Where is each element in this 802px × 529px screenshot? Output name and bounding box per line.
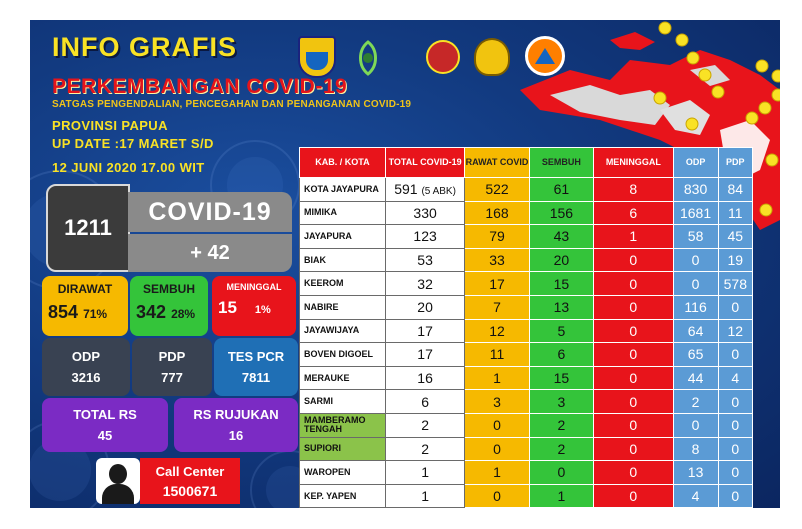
- pdp-label: PDP: [158, 349, 186, 364]
- map-pin-icon: [686, 118, 698, 130]
- pcr-box: [214, 338, 298, 396]
- map-pin-icon: [759, 102, 771, 114]
- table-row: [300, 319, 753, 343]
- papua-logo: [298, 36, 336, 78]
- cell-sembuh: 6: [529, 343, 593, 367]
- province-text: PROVINSI PAPUA: [52, 118, 168, 133]
- total-rs-value: 45: [97, 428, 113, 443]
- cell-kab: KEP. YAPEN: [300, 484, 386, 508]
- table-row: [300, 390, 753, 414]
- cell-sembuh: 20: [529, 248, 593, 272]
- call-center-number: 1500671: [162, 482, 218, 499]
- pcr-value: 7811: [241, 370, 271, 385]
- cell-total: 330: [385, 201, 464, 225]
- odp-label: ODP: [71, 349, 101, 364]
- cell-pdp: 11: [718, 201, 752, 225]
- cell-sembuh: 3: [529, 390, 593, 414]
- call-center-icon: [96, 458, 140, 504]
- sembuh-value: 342: [136, 302, 167, 322]
- map-pin-icon: [746, 112, 758, 124]
- page-title: INFO GRAFIS: [52, 32, 237, 62]
- cell-odp: 8: [673, 437, 718, 461]
- cell-sembuh: 5: [529, 319, 593, 343]
- header-rawat: RAWAT COVID: [465, 148, 529, 178]
- cell-meninggal: 0: [594, 343, 673, 367]
- cell-total: 2: [385, 413, 464, 437]
- cell-odp: 1681: [673, 201, 718, 225]
- polri-logo: [474, 38, 510, 76]
- sembuh-box: [130, 276, 208, 336]
- cell-abk-note: (5 ABK): [421, 186, 456, 198]
- meninggal-value: 15: [218, 298, 237, 317]
- table-row: [300, 272, 753, 296]
- pcr-label: TES PCR: [227, 349, 285, 364]
- table-row: [300, 201, 753, 225]
- odp-value: 3216: [71, 370, 101, 385]
- cell-pdp: 0: [718, 484, 752, 508]
- table-body: [300, 178, 753, 508]
- total-cases-value: 1211: [64, 215, 112, 240]
- cell-kab: MERAUKE: [300, 366, 386, 390]
- cell-meninggal: 0: [594, 272, 673, 296]
- cell-kab: JAYAPURA: [300, 225, 386, 249]
- cell-total: 17: [385, 319, 464, 343]
- cell-pdp: 0: [718, 413, 752, 437]
- cell-sembuh: 13: [529, 295, 593, 319]
- cell-odp: 13: [673, 461, 718, 485]
- tni-logo: [426, 40, 460, 74]
- kemenkes-logo: [348, 40, 388, 76]
- cell-total-value: 591: [394, 181, 418, 198]
- dirawat-value: 854: [48, 302, 79, 322]
- cell-odp: 0: [673, 272, 718, 296]
- header-meninggal: MENINGGAL: [594, 148, 673, 178]
- meninggal-pct: 1%: [254, 304, 271, 316]
- dirawat-label: DIRAWAT: [57, 282, 113, 296]
- cell-total: 1: [385, 484, 464, 508]
- new-cases-value: + 42: [190, 241, 230, 264]
- pdp-box: [132, 338, 212, 396]
- cell-pdp: 19: [718, 248, 752, 272]
- cell-odp: 65: [673, 343, 718, 367]
- cell-kab: SUPIORI: [300, 437, 386, 461]
- table-row: [300, 295, 753, 319]
- map-pin-icon: [760, 204, 772, 216]
- sembuh-pct: 28%: [171, 307, 196, 321]
- cases-table: [299, 147, 753, 508]
- cell-rawat: 11: [465, 343, 529, 367]
- cell-meninggal: 0: [594, 366, 673, 390]
- cell-sembuh: 0: [529, 461, 593, 485]
- cell-odp: 830: [673, 178, 718, 202]
- cell-meninggal: 0: [594, 319, 673, 343]
- cell-meninggal: 0: [594, 295, 673, 319]
- cell-pdp: 0: [718, 343, 752, 367]
- satgas-text: SATGAS PENGENDALIAN, PENCEGAHAN DAN PENANGANAN COVID-19: [52, 99, 412, 110]
- cell-rawat: 12: [465, 319, 529, 343]
- table-header-row: [300, 148, 753, 178]
- cell-pdp: 84: [718, 178, 752, 202]
- cell-sembuh: 15: [529, 272, 593, 296]
- cell-kab: JAYAWIJAYA: [300, 319, 386, 343]
- cell-kab: WAROPEN: [300, 461, 386, 485]
- cell-rawat: 79: [465, 225, 529, 249]
- pdp-value: 777: [161, 370, 183, 385]
- cell-pdp: 4: [718, 366, 752, 390]
- cell-meninggal: 0: [594, 461, 673, 485]
- cell-meninggal: 0: [594, 390, 673, 414]
- header-pdp: PDP: [718, 148, 752, 178]
- cell-total: 6: [385, 390, 464, 414]
- cell-sembuh: 61: [529, 178, 593, 202]
- map-pin-icon: [654, 92, 666, 104]
- dirawat-value-row: [48, 302, 122, 323]
- cell-total: 53: [385, 248, 464, 272]
- cell-odp: 4: [673, 484, 718, 508]
- meninggal-label: MENINGGAL: [226, 282, 282, 292]
- rs-rujukan-box: [174, 398, 298, 452]
- cell-total: 2: [385, 437, 464, 461]
- table-row: [300, 248, 753, 272]
- cell-kab: KEEROM: [300, 272, 386, 296]
- cell-odp: 0: [673, 413, 718, 437]
- cell-total: 1: [385, 461, 464, 485]
- covid-label: COVID-19: [148, 197, 272, 226]
- odp-box: [42, 338, 130, 396]
- total-cases-box: [46, 184, 130, 272]
- table-row: [300, 366, 753, 390]
- cell-odp: 58: [673, 225, 718, 249]
- rs-rujukan-value: 16: [228, 428, 244, 443]
- cell-kab: KOTA JAYAPURA: [300, 178, 386, 202]
- header-odp: ODP: [673, 148, 718, 178]
- cell-rawat: 168: [465, 201, 529, 225]
- cell-total: 20: [385, 295, 464, 319]
- covid-label-box: [128, 192, 292, 232]
- table-row: [300, 461, 753, 485]
- cell-pdp: 0: [718, 295, 752, 319]
- cell-sembuh: 1: [529, 484, 593, 508]
- meninggal-value-row: [218, 298, 290, 318]
- cell-kab: BOVEN DIGOEL: [300, 343, 386, 367]
- cell-pdp: 0: [718, 390, 752, 414]
- table-row: [300, 437, 753, 461]
- cell-odp: 0: [673, 248, 718, 272]
- cell-meninggal: 0: [594, 437, 673, 461]
- cell-pdp: 12: [718, 319, 752, 343]
- dirawat-pct: 71%: [83, 307, 108, 321]
- cell-sembuh: 156: [529, 201, 593, 225]
- cell-pdp: 0: [718, 461, 752, 485]
- cell-total: 17: [385, 343, 464, 367]
- cell-meninggal: 1: [594, 225, 673, 249]
- cell-total: 123: [385, 225, 464, 249]
- cell-odp: 64: [673, 319, 718, 343]
- map-pin-icon: [766, 154, 778, 166]
- table-row: [300, 178, 753, 202]
- cell-rawat: 17: [465, 272, 529, 296]
- map-pin-icon: [699, 69, 711, 81]
- meninggal-box: [212, 276, 296, 336]
- total-rs-label: TOTAL RS: [73, 407, 137, 422]
- cell-rawat: 33: [465, 248, 529, 272]
- cell-kab: SARMI: [300, 390, 386, 414]
- header-total: TOTAL COVID-19: [385, 148, 464, 178]
- total-rs-box: [42, 398, 168, 452]
- cell-meninggal: 0: [594, 484, 673, 508]
- cell-sembuh: 2: [529, 413, 593, 437]
- cell-meninggal: 0: [594, 248, 673, 272]
- map-pin-icon: [676, 34, 688, 46]
- cell-rawat: 522: [465, 178, 529, 202]
- page-subtitle: PERKEMBANGAN COVID-19: [52, 75, 348, 98]
- map-pin-icon: [659, 22, 671, 34]
- table-row: [300, 413, 753, 437]
- sembuh-label: SEMBUH: [142, 282, 195, 296]
- map-pin-icon: [772, 89, 780, 101]
- table-row: [300, 225, 753, 249]
- cell-total: 16: [385, 366, 464, 390]
- sembuh-value-row: [136, 302, 202, 323]
- cell-meninggal: 0: [594, 413, 673, 437]
- cell-kab: BIAK: [300, 248, 386, 272]
- map-pin-icon: [687, 52, 699, 64]
- cell-pdp: 0: [718, 437, 752, 461]
- cell-meninggal: 8: [594, 178, 673, 202]
- cell-rawat: 7: [465, 295, 529, 319]
- header-kab: KAB. / KOTA: [300, 148, 386, 178]
- dirawat-box: [42, 276, 128, 336]
- cell-kab: MAMBERAMO TENGAH: [300, 413, 386, 437]
- cell-rawat: 1: [465, 461, 529, 485]
- cell-total: 32: [385, 272, 464, 296]
- cell-odp: 116: [673, 295, 718, 319]
- call-center-label: Call Center: [155, 463, 225, 479]
- cell-sembuh: 43: [529, 225, 593, 249]
- rs-rujukan-label: RS RUJUKAN: [193, 407, 279, 422]
- cell-rawat: 0: [465, 413, 529, 437]
- cell-rawat: 3: [465, 390, 529, 414]
- cell-odp: 44: [673, 366, 718, 390]
- map-pin-icon: [756, 60, 768, 72]
- update-text: UP DATE :17 MARET S/D: [52, 136, 214, 151]
- cell-sembuh: 2: [529, 437, 593, 461]
- call-center-box[interactable]: [140, 458, 240, 504]
- cell-odp: 2: [673, 390, 718, 414]
- cell-total: [385, 178, 464, 202]
- cell-sembuh: 15: [529, 366, 593, 390]
- date-text: 12 JUNI 2020 17.00 WIT: [52, 160, 205, 175]
- cell-kab: NABIRE: [300, 295, 386, 319]
- table-row: [300, 484, 753, 508]
- cell-pdp: 45: [718, 225, 752, 249]
- cell-rawat: 0: [465, 484, 529, 508]
- bnpb-logo: [525, 36, 565, 76]
- cell-kab: MIMIKA: [300, 201, 386, 225]
- table-row: [300, 343, 753, 367]
- cell-pdp: 578: [718, 272, 752, 296]
- cell-meninggal: 6: [594, 201, 673, 225]
- infographic-poster: [30, 20, 780, 508]
- cell-rawat: 0: [465, 437, 529, 461]
- header-sembuh: SEMBUH: [529, 148, 593, 178]
- cell-rawat: 1: [465, 366, 529, 390]
- map-pin-icon: [712, 86, 724, 98]
- map-pin-icon: [772, 70, 780, 82]
- new-cases-box: [128, 234, 292, 272]
